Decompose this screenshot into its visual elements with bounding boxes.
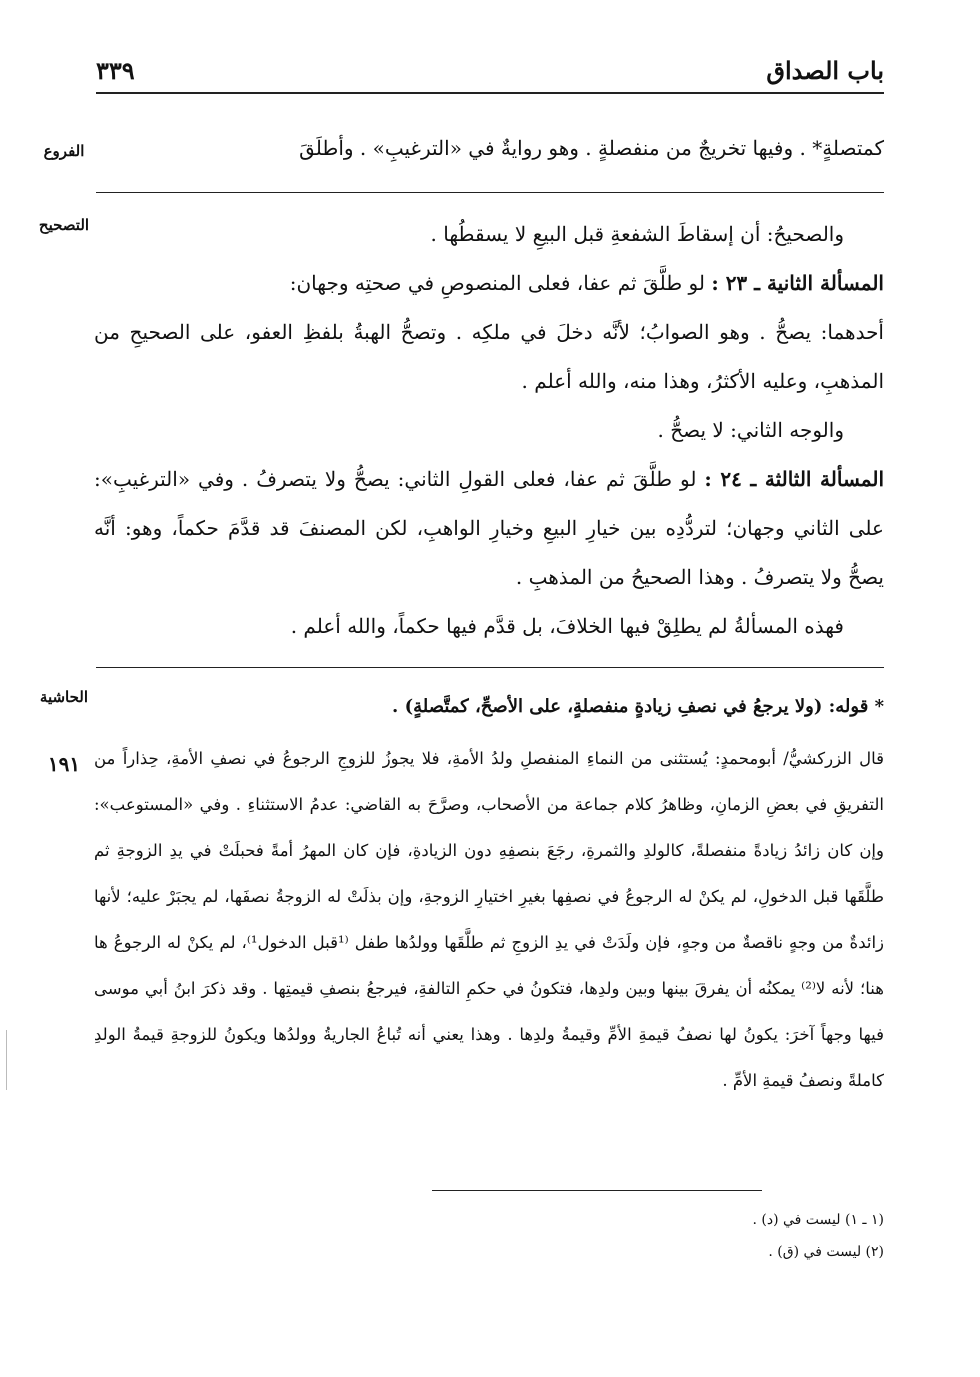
masala-heading: المسألة الثالثة ـ ٢٤ : <box>704 467 885 491</box>
page-header <box>96 56 884 90</box>
masala-text: لو طلَّقَ ثم عفا، فعلى المنصوصِ في صحتِه وجهان: <box>289 271 705 295</box>
hashiya-body: قال الزركشيُّ/ أبومحمدٍ: يُستثنى من النماءِ المنفصلِ ولدُ الأمةِ، فلا يجوزُ للزوجِ الرجوعُ في نصفِ الأمةِ، حِذاراً من التفريقِ في بعضِ الزمانِ، وظاهرُ كلام جماعة من الأصحاب، وصرَّحَ به القاضي: عدمُ الاستثناءِ . وفي «المستوعب»: وإن كان زائدُ زيادةً منفصلةً، كالولدِ والثمرةِ، رجَعَ بنصفِهِ دون الزيادةِ، فإن كان المهرُ أمةً فحبلَتْ في يدِ الزوجةِ ثم طلَّقَها قبل الدخولِ، لم يكنْ له الرجوعُ في نصفِها بغيرِ اختيارِ الزوجةِ، وإن بذلَتْ له الزوجةُ نصفَها، لم يجبَرْ عليه؛ لأنها زائدةٌ من وجهٍ ناقصةٌ من وجهٍ، فإن ولَدَتْ في يدِ الزوجِ ثم طلَّقَها وولدُها طفل ⁽¹قبل الدخول¹⁾، لم يكنْ له الرجوعُ ها هنا؛ لأنه لا⁽²⁾ يمكنُه أن يفرقَ بينها وبين ولدِها، فتكونُ في حكمِ التالفةِ، فيرجعُ بنصفِ قيمتِها . وقد ذكرَ ابنُ أبي موسى فيها وجهاً آخرَ: يكونُ لها نصفُ قيمةِ الأمِّ وقيمةُ ولدِها . وهذا يعني أنه تُباعُ الجاريةُ وولدُها ويكونُ للزوجةِ قيمةُ الولدِ كاملةً ونصفُ قيمةِ الأمِّ . <box>94 749 884 1090</box>
tashih-paragraph: فهذه المسألةُ لم يطلِقْ فيها الخلافَ، بل قدَّم فيها حكماً، والله أعلم . <box>290 614 844 638</box>
section-rule-1 <box>96 192 884 193</box>
masala-text: لو طلَّقَ ثم عفا، فعلى القولِ الثاني: يصحُّ ولا يتصرفُ . وفي «الترغيبِ»: على الثاني وجهان؛ لتردُّدِه بين خيارِ البيعِ وخيارِ الواهبِ، لكن المصنفَ قد قدَّمَ حكماً، وهو: أنَّه يصحُّ ولا يتصرفُ . وهذا الصحيحُ من المذهبِ . <box>94 467 884 589</box>
header-rule <box>96 92 884 94</box>
section-label-hashiya: الحاشية <box>39 688 89 706</box>
footnote: (٢) ليست في (ق) . <box>768 1244 884 1260</box>
hashiya-quote: * قوله: (ولا يرجعُ في نصفِ زيادةٍ منفصلةٍ، على الأصحِّ، كمتَّصلةٍ) . <box>392 696 884 717</box>
section-label-furu: الفروع <box>43 142 85 160</box>
section-label-tashih: التصحيح <box>38 216 90 234</box>
tashih-paragraph: والصحيحُ: أن إسقاطَ الشفعةِ قبل البيعِ لا يسقطُها . <box>430 222 844 246</box>
furu-text: كمتصلةٍ* . وفيها تخريجٌ من منفصلةٍ . وهو روايةٌ في «الترغيبِ» . وأطلَقَ <box>299 136 884 160</box>
tashih-paragraph: والوجه الثاني: لا يصحُّ . <box>657 418 844 442</box>
tashih-paragraph <box>94 455 884 602</box>
footnote-rule <box>432 1190 762 1191</box>
chapter-title: باب الصداق <box>766 56 884 85</box>
footnotes <box>94 1204 884 1268</box>
tashih-paragraph: أحدهما: يصحُّ . وهو الصوابُ؛ لأنَّه دخلَ في ملكِه . وتصحُّ الهبةُ بلفظِ العفو، على الصحيحِ من المذهبِ، وعليه الأكثرُ، وهذا منه، والله أعلم . <box>94 320 884 393</box>
tashih-paragraph <box>94 259 884 308</box>
hashiya-section <box>94 684 884 1104</box>
section-rule-2 <box>96 667 884 668</box>
scan-artifact-line <box>6 1030 7 1090</box>
page-number: ٣٣٩ <box>96 56 135 85</box>
reference-number: ١٩١ <box>47 752 81 776</box>
footnote: (١ ـ ١) ليست في (د) . <box>752 1212 884 1228</box>
furu-section <box>94 124 884 173</box>
tashih-section <box>94 210 884 651</box>
masala-heading: المسألة الثانية ـ ٢٣ : <box>711 271 884 295</box>
